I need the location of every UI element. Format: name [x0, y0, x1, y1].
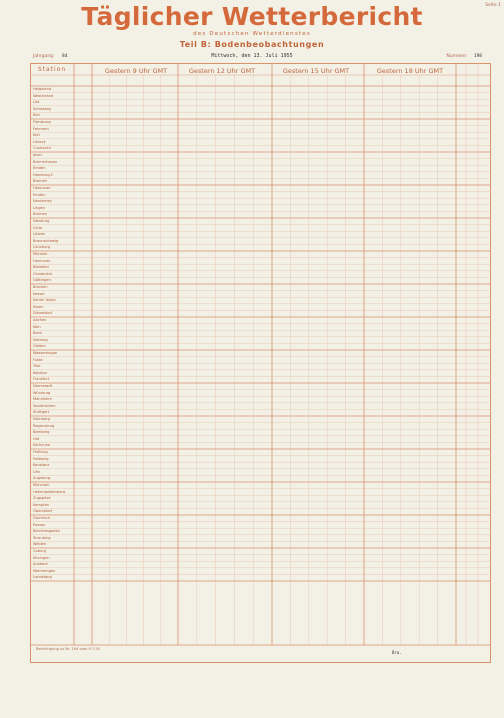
station-name: Münster — [33, 252, 48, 256]
station-name: Ulm — [33, 469, 41, 474]
station-name: Kempten — [33, 502, 50, 507]
page-title: Täglicher Wetterbericht — [81, 2, 423, 31]
station-name: Bremen — [33, 179, 48, 184]
station-name: Karlsruhe — [33, 443, 51, 448]
station-name: Helgoland — [33, 87, 52, 91]
station-name: Mannheim — [33, 397, 52, 402]
page-subtitle: des Deutschen Wetterdienstes — [193, 31, 311, 37]
station-name: Lingen — [33, 205, 46, 210]
station-name: Berchtesgaden — [33, 529, 61, 534]
station-name: Bremerhaven — [33, 159, 58, 164]
station-name: Feldberg — [33, 456, 49, 461]
time-header-15: Gestern 15 Uhr GMT — [282, 67, 350, 75]
station-name: Nürnberg — [33, 417, 50, 421]
station-name: Hof — [33, 436, 40, 441]
station-name: Emden — [33, 192, 46, 197]
station-name: Hohenpeißenberg — [33, 489, 66, 494]
station-name: Hamburg-F. — [33, 172, 54, 177]
time-header-18: Gestern 18 Uhr GMT — [376, 67, 444, 75]
station-name: Aachen — [33, 318, 47, 322]
station-name: Norderney — [33, 199, 52, 204]
station-name: Hannover — [33, 258, 51, 263]
station-name: Kahler Asten — [33, 298, 56, 303]
station-name: Köln — [33, 324, 41, 329]
station-name: List — [33, 100, 40, 105]
station-name: Nienburg — [33, 219, 50, 223]
station-name: Saarbrücken — [33, 403, 56, 408]
station-name: Memmingen — [33, 568, 56, 573]
station-name: Zugspitze — [33, 496, 51, 501]
correction-note: Berichtigung zu Nr. 194 vom 9.7.55 — [36, 647, 100, 651]
station-name: Flensburg — [33, 120, 51, 124]
station-name: Kitzingen — [33, 555, 50, 560]
station-name: Koblenz — [33, 370, 48, 375]
station-name: Passau — [33, 522, 46, 527]
part-heading: Teil B: Bodenbeobachtungen — [179, 40, 325, 49]
station-name: Braunschweig — [33, 238, 59, 243]
station-name: Lübeck — [33, 139, 46, 144]
station-name: Darmstadt — [33, 384, 53, 388]
station-name: Coburg — [33, 549, 46, 553]
number-value: 198 — [473, 54, 482, 59]
station-name: Göttingen — [33, 278, 51, 283]
station-name: Garmisch — [33, 516, 51, 520]
time-header-9: Gestern 9 Uhr GMT — [104, 67, 168, 75]
station-name: Kassel — [33, 291, 45, 296]
station-name: Würzburg — [33, 390, 51, 395]
number-label: Nummer: — [446, 54, 468, 59]
station-name: Kiel — [33, 133, 40, 138]
station-column-header: Station — [37, 66, 67, 73]
station-name: Ansbach — [33, 562, 49, 567]
date-value: Mittwoch, den 13. Juli 1955 — [211, 53, 293, 59]
station-name: Konstanz — [33, 463, 50, 468]
station-name: Hannover — [33, 186, 51, 190]
station-name: Stuttgart — [33, 410, 50, 415]
station-name: München — [33, 483, 50, 487]
year-label: Jahrgang: — [33, 54, 55, 59]
station-name: Celle — [33, 225, 42, 230]
page-corner-label: Seite 1 — [485, 3, 501, 8]
year-value: 84 — [61, 54, 68, 59]
time-header-12: Gestern 12 Uhr GMT — [188, 67, 256, 75]
station-name: Fehmarn — [33, 126, 49, 131]
station-name: Weiden — [33, 542, 47, 547]
station-name: Gießen — [33, 344, 46, 349]
station-name: Kiel — [33, 113, 40, 118]
station-name: Bielefeld — [33, 265, 49, 270]
editor-initials: Bra. — [392, 650, 402, 655]
station-name: Fulda — [33, 357, 43, 362]
station-name: Cuxhaven — [33, 146, 52, 151]
station-name: Bamberg — [33, 430, 50, 435]
station-name: Osnabrück — [33, 271, 53, 276]
station-name: Uelzen — [33, 232, 46, 237]
station-name: Emden — [33, 166, 46, 171]
station-name: Düsseldorf — [33, 311, 53, 316]
station-name: Lüneburg — [33, 245, 50, 250]
station-name: Frankfurt — [33, 377, 50, 382]
station-name: Nürburg — [33, 337, 48, 342]
station-name: Wasserkuppe — [33, 351, 57, 355]
station-name: Schleswig — [33, 106, 51, 111]
station-name: Bremen — [33, 212, 48, 217]
station-name: Straubing — [33, 535, 51, 540]
station-name: Westerland — [33, 93, 54, 98]
station-name: Landsberg — [33, 575, 52, 580]
station-name: Freiburg — [33, 450, 48, 454]
station-name: Trier — [33, 364, 41, 369]
station-name: Bonn — [33, 331, 43, 336]
station-name: Brocken — [33, 285, 48, 289]
station-name: Essen — [33, 304, 44, 309]
station-name: Oberstdorf — [33, 509, 53, 514]
station-name: Augsburg — [33, 476, 51, 481]
station-name: Jever — [33, 153, 43, 157]
station-name: Regensburg — [33, 423, 55, 428]
